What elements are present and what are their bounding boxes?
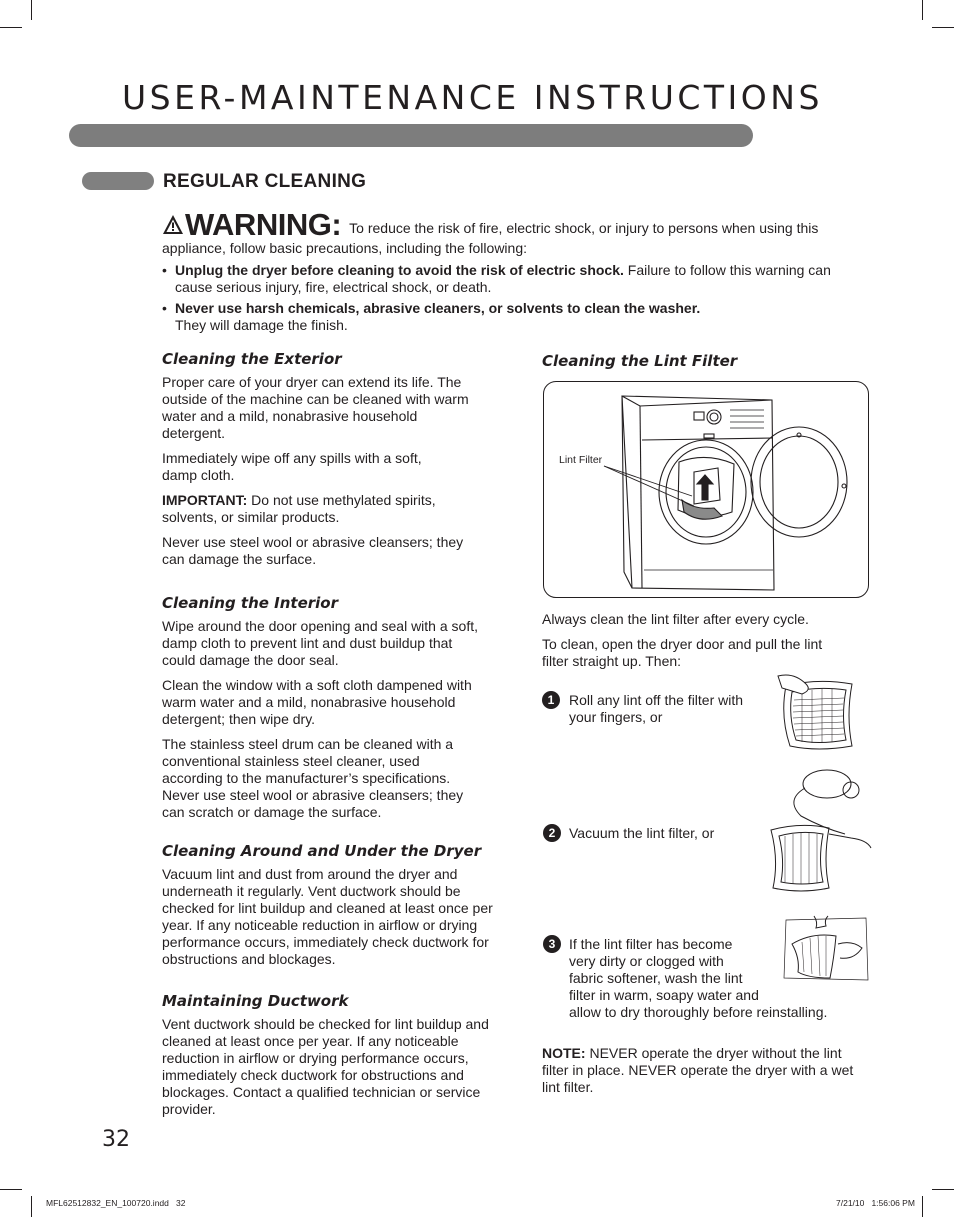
warning-bullet-text: Failure to follow this warning can cause serious injury, fire, electrical shock, or death. — [175, 262, 831, 295]
warning-intro — [162, 207, 867, 257]
note-label: NOTE: — [542, 1045, 586, 1061]
interior-p2: Clean the window with a soft cloth dampened with warm water and a mild, nonabrasive household detergent; then wipe dry. — [162, 677, 472, 727]
section-title: REGULAR CLEANING — [163, 171, 367, 192]
ductwork-p1: Vent ductwork should be checked for lint buildup and cleaned at least once per year. If any noticeable reduction in airflow or drying performance occurs, immediately check ductwork for obstructions and blockages. Contact a qualified technician or service provider. — [162, 1016, 489, 1117]
crop-mark — [31, 0, 32, 20]
ductwork-heading: Maintaining Ductwork — [162, 992, 349, 1010]
interior-heading: Cleaning the Interior — [162, 594, 338, 612]
lint-note — [542, 1045, 862, 1096]
crop-mark — [932, 27, 954, 28]
wash-lint-filter-icon — [782, 914, 870, 982]
crop-mark — [0, 1189, 22, 1190]
footer-file-info: MFL62512832_EN_100720.indd 32 — [46, 1198, 186, 1208]
crop-mark — [932, 1189, 954, 1190]
note-text: NEVER operate the dryer without the lint filter in place. NEVER operate the dryer with a wet lint filter. — [542, 1045, 854, 1095]
step-number-3: 3 — [543, 935, 561, 953]
lint-p1: Always clean the lint filter after every cycle. — [542, 611, 809, 627]
step-2-text: Vacuum the lint filter, or — [569, 825, 715, 841]
crop-mark — [922, 0, 923, 20]
important-label: IMPORTANT: — [162, 492, 248, 508]
exterior-p2: Immediately wipe off any spills with a soft, damp cloth. — [162, 450, 422, 483]
lint-filter-label: Lint Filter — [559, 454, 603, 466]
warning-bullet — [162, 300, 867, 334]
step-number-2: 2 — [543, 824, 561, 842]
interior-p3: The stainless steel drum can be cleaned with a conventional stainless steel cleaner, used according to the manufacturer’s specifications. Never use steel wool or abrasive cleansers; they can scratch or damage the surface. — [162, 736, 464, 820]
warning-bullet-bold: Unplug the dryer before cleaning to avoid the risk of electric shock. — [175, 262, 624, 278]
around-heading: Cleaning Around and Under the Dryer — [162, 842, 482, 860]
warning-bullet-bold: Never use harsh chemicals, abrasive cleaners, or solvents to clean the washer. — [175, 300, 701, 316]
dryer-illustration — [544, 382, 868, 597]
exterior-p1: Proper care of your dryer can extend its life. The outside of the machine can be cleaned with warm water and a mild, nonabrasive household detergent. — [162, 374, 469, 441]
step-number-1: 1 — [542, 691, 560, 709]
warning-intro-text: To reduce the risk of fire, electric shock, or injury to persons when using this appliance, follow basic precautions, including the following: — [162, 220, 819, 256]
lint-intro — [542, 611, 867, 678]
exterior-heading: Cleaning the Exterior — [162, 350, 342, 368]
around-p1: Vacuum lint and dust from around the dryer and underneath it regularly. Vent ductwork should be checked for lint buildup and cleaned at least once per year. If any noticeable reduction in airflow or drying performance occurs, immediately check ductwork for obstructions and blockages. — [162, 866, 493, 967]
important-text: Do not use methylated spirits, solvents, or similar products. — [162, 492, 436, 525]
title-bar — [69, 124, 753, 147]
step-3-body: If the lint filter has become very dirty or clogged with fabric softener, wash the lint filter in warm, soapy water and allow to dry thoroughly before reinstalling. — [569, 936, 828, 1020]
exterior-p4: Never use steel wool or abrasive cleansers; they can damage the surface. — [162, 534, 464, 567]
vacuum-lint-filter-icon — [765, 764, 873, 896]
crop-mark — [0, 27, 22, 28]
warning-bullet-text: They will damage the finish. — [175, 317, 348, 333]
page-title: USER-MAINTENANCE INSTRUCTIONS — [122, 78, 823, 117]
interior-p1: Wipe around the door opening and seal with a soft, damp cloth to prevent lint and dust buildup that could damage the door seal. — [162, 618, 478, 668]
warning-block — [162, 207, 867, 334]
lint-p2: To clean, open the dryer door and pull the lint filter straight up. Then: — [542, 636, 823, 669]
interior-section — [162, 595, 497, 829]
warning-label: WARNING: — [185, 207, 342, 242]
crop-mark — [31, 1196, 32, 1217]
section-pill — [82, 172, 154, 190]
page-number: 32 — [102, 1127, 130, 1152]
footer-timestamp: 7/21/10 1:56:06 PM — [836, 1198, 915, 1208]
warning-triangle-icon — [162, 214, 184, 240]
dryer-figure — [543, 381, 869, 598]
ductwork-section — [162, 993, 497, 1126]
lint-heading: Cleaning the Lint Filter — [542, 352, 738, 370]
exterior-section — [162, 351, 497, 576]
around-section — [162, 843, 497, 976]
step-1-text: Roll any lint off the filter with your fingers, or — [569, 692, 744, 725]
roll-lint-filter-icon — [772, 670, 858, 752]
exterior-p3 — [162, 492, 462, 526]
crop-mark — [922, 1196, 923, 1217]
warning-bullet — [162, 262, 867, 296]
